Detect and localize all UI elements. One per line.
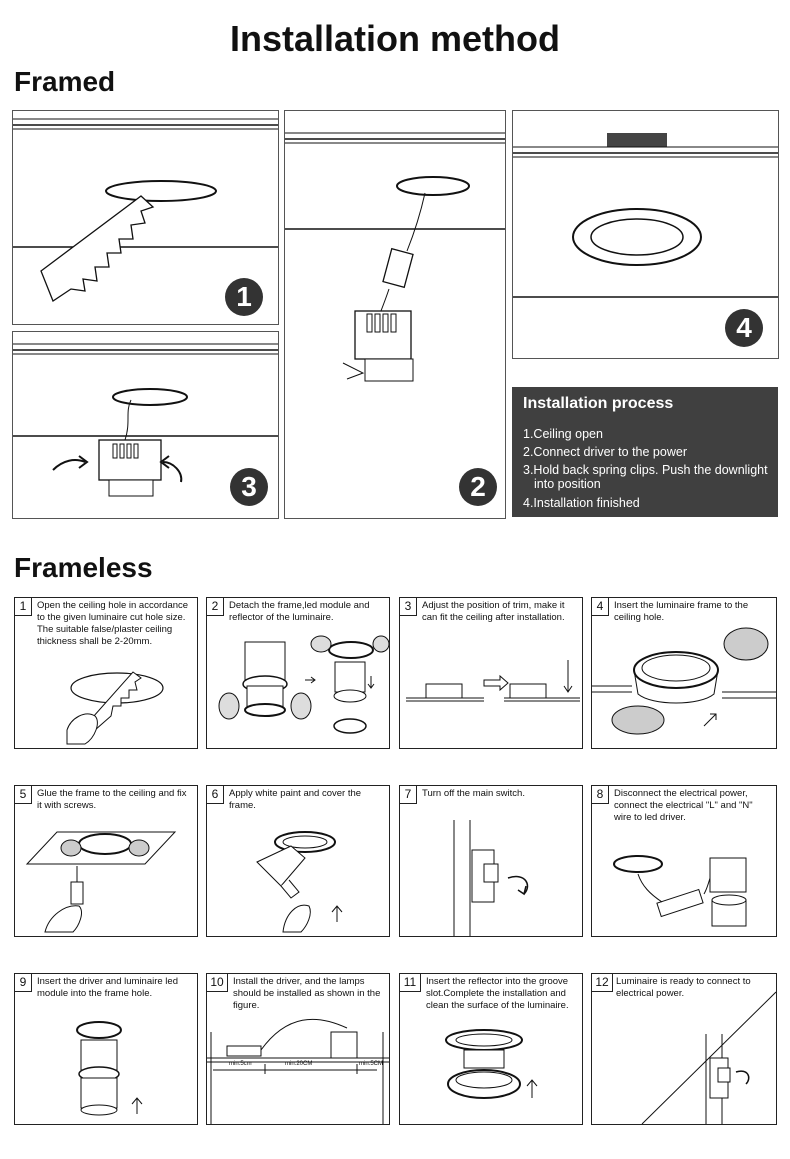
installation-process-box xyxy=(512,387,778,517)
step-badge-1: 1 xyxy=(225,278,263,316)
step-text: Disconnect the electrical power, connect the electrical "L" and "N" wire to led driver. xyxy=(614,788,753,823)
frameless-step-9 xyxy=(14,973,198,1125)
process-heading: Installation process xyxy=(523,395,674,412)
step-text: Open the ceiling hole in accordance to the given luminaire cut hole size. The suitable false/plaster ceiling thickness shall be 2-20mm. xyxy=(37,600,189,647)
driver-spacing-illustration xyxy=(207,974,389,1124)
connect-driver-illustration xyxy=(285,111,505,518)
insert-module-illustration xyxy=(15,974,197,1124)
step-badge-4: 4 xyxy=(725,309,763,347)
frameless-step-4 xyxy=(591,597,777,749)
step-number: 11 xyxy=(400,974,421,992)
main-switch-illustration xyxy=(400,786,582,936)
step-number: 8 xyxy=(592,786,609,804)
framed-panel-connect-driver xyxy=(284,110,506,519)
step-number: 2 xyxy=(207,598,224,616)
spacing-label-left: min.5cm xyxy=(229,1061,252,1067)
paint-frame-illustration xyxy=(207,786,389,936)
step-text: Detach the frame,led module and reflector of the luminaire. xyxy=(229,600,370,623)
process-step-3-continued: into position xyxy=(534,477,601,491)
frameless-step-1 xyxy=(14,597,198,749)
step-number: 9 xyxy=(15,974,32,992)
step-text: Glue the frame to the ceiling and fix it with screws. xyxy=(37,788,187,811)
frameless-step-7 xyxy=(399,785,583,937)
step-text: Apply white paint and cover the frame. xyxy=(229,788,362,811)
step-number: 10 xyxy=(207,974,228,992)
spacing-label-right: min.5CM xyxy=(359,1061,384,1067)
frameless-step-12 xyxy=(591,973,777,1125)
step-number: 12 xyxy=(592,974,613,992)
process-step-2: 2.Connect driver to the power xyxy=(523,445,687,459)
step-text: Install the driver, and the lamps should be installed as shown in the figure. xyxy=(233,976,381,1011)
frameless-step-2 xyxy=(206,597,390,749)
framed-panel-ceiling-cut xyxy=(12,110,279,325)
adjust-trim-illustration xyxy=(400,598,582,748)
frameless-step-5 xyxy=(14,785,198,937)
frameless-step-6 xyxy=(206,785,390,937)
framed-heading: Framed xyxy=(14,66,116,97)
frameless-step-10 xyxy=(206,973,390,1125)
page-title: Installation method xyxy=(229,18,560,59)
process-step-4: 4.Installation finished xyxy=(523,496,640,510)
step-text: Luminaire is ready to connect to electrical power. xyxy=(616,976,751,999)
glue-frame-illustration xyxy=(15,786,197,936)
saw-hand-illustration xyxy=(15,598,197,748)
process-step-1: 1.Ceiling open xyxy=(523,427,603,441)
step-number: 1 xyxy=(15,598,32,616)
spacing-label-middle: min.20CM xyxy=(285,1061,313,1067)
frameless-heading: Frameless xyxy=(14,552,153,583)
frameless-step-8 xyxy=(591,785,777,937)
step-badge-2: 2 xyxy=(459,468,497,506)
process-step-3: 3.Hold back spring clips. Push the downlight xyxy=(523,463,768,477)
framed-panel-push-in xyxy=(12,331,279,519)
wire-driver-illustration xyxy=(592,786,776,936)
step-text: Insert the reflector into the groove slot.Complete the installation and clean the surface of the luminaire. xyxy=(426,976,569,1011)
step-number: 7 xyxy=(400,786,417,804)
step-text: Turn off the main switch. xyxy=(422,788,525,799)
step-badge-3: 3 xyxy=(230,468,268,506)
step-number: 5 xyxy=(15,786,32,804)
step-text: Adjust the position of trim, make it can fit the ceiling after installation. xyxy=(422,600,565,623)
step-text: Insert the driver and luminaire led module into the frame hole. xyxy=(37,976,178,999)
insert-frame-illustration xyxy=(592,598,776,748)
step-number: 3 xyxy=(400,598,417,616)
step-text: Insert the luminaire frame to the ceiling hole. xyxy=(614,600,749,623)
insert-reflector-illustration xyxy=(400,974,582,1124)
step-number: 4 xyxy=(592,598,609,616)
ready-illustration xyxy=(592,974,776,1124)
detached-parts-illustration xyxy=(207,598,389,748)
step-number: 6 xyxy=(207,786,224,804)
frameless-step-3 xyxy=(399,597,583,749)
framed-panel-finished xyxy=(512,110,779,359)
frameless-step-11 xyxy=(399,973,583,1125)
